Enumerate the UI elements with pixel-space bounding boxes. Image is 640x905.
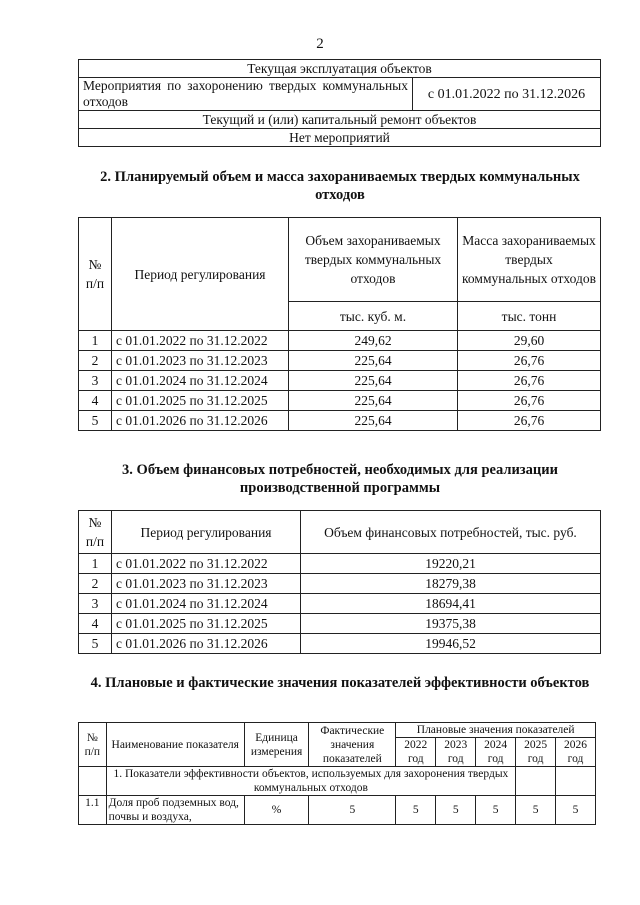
row-value: 19375,38 <box>301 614 601 634</box>
row-num: 4 <box>79 391 112 411</box>
table-row <box>79 351 601 371</box>
header-year: 2023 год <box>436 738 476 767</box>
row-num: 2 <box>79 574 112 594</box>
row-period: с 01.01.2023 по 31.12.2023 <box>112 574 301 594</box>
row-num: 1.1 <box>79 796 107 825</box>
header-num: № п/п <box>79 218 112 331</box>
row-unit: % <box>244 796 308 825</box>
performance-indicators-table <box>78 722 596 825</box>
row-planned-value: 5 <box>476 796 516 825</box>
row-value: 19220,21 <box>301 554 601 574</box>
row-num: 5 <box>79 411 112 431</box>
row-indicator-name: Доля проб подземных вод, почвы и воздуха, <box>106 796 244 825</box>
header-period: Период регулирования <box>112 511 301 554</box>
row-planned-value: 5 <box>516 796 556 825</box>
row-mass: 26,76 <box>458 371 601 391</box>
header-year: 2024 год <box>476 738 516 767</box>
row-num: 4 <box>79 614 112 634</box>
row-period: с 01.01.2025 по 31.12.2025 <box>112 391 289 411</box>
table-row <box>79 554 601 574</box>
header-num: № п/п <box>79 723 107 767</box>
row-period: с 01.01.2023 по 31.12.2023 <box>112 351 289 371</box>
row-num: 3 <box>79 371 112 391</box>
section2-heading: 2. Планируемый объем и масса захораниваемых твердых коммунальных отходов <box>100 169 580 203</box>
row-period: с 01.01.2024 по 31.12.2024 <box>112 371 289 391</box>
row-period: с 01.01.2022 по 31.12.2022 <box>112 554 301 574</box>
table-row <box>79 796 596 825</box>
row-planned-value: 5 <box>556 796 596 825</box>
row-volume: 249,62 <box>289 331 458 351</box>
section3-heading: 3. Объем финансовых потребностей, необходимых для реализации производственной программы <box>122 462 558 496</box>
header-year: 2026 год <box>556 738 596 767</box>
disposal-period-cell: с 01.01.2022 по 31.12.2026 <box>413 78 601 111</box>
row-num: 5 <box>79 634 112 654</box>
table-row <box>79 614 601 634</box>
current-operation-row: Текущая эксплуатация объектов <box>79 60 601 78</box>
row-volume: 225,64 <box>289 371 458 391</box>
header-year: 2025 год <box>516 738 556 767</box>
row-mass: 26,76 <box>458 391 601 411</box>
row-num: 3 <box>79 594 112 614</box>
row-volume: 225,64 <box>289 391 458 411</box>
activities-table <box>78 59 601 147</box>
row-planned-value: 5 <box>396 796 436 825</box>
empty-cell <box>556 767 596 796</box>
page-number: 2 <box>316 36 324 52</box>
repair-row: Текущий и (или) капитальный ремонт объектов <box>79 111 601 129</box>
header-planned: Плановые значения показателей <box>396 723 596 738</box>
header-financial-volume: Объем финансовых потребностей, тыс. руб. <box>301 511 601 554</box>
row-planned-value: 5 <box>436 796 476 825</box>
group-title: 1. Показатели эффективности объектов, используемых для захоронения твердых коммунальных отходов <box>106 767 515 796</box>
row-volume: 225,64 <box>289 411 458 431</box>
table-row <box>79 331 601 351</box>
waste-volume-table <box>78 217 601 431</box>
group-num-cell <box>79 767 107 796</box>
row-actual: 5 <box>309 796 396 825</box>
table-row <box>79 391 601 411</box>
table-row <box>79 411 601 431</box>
empty-cell <box>516 767 556 796</box>
header-num: № п/п <box>79 511 112 554</box>
header-period: Период регулирования <box>112 218 289 331</box>
row-period: с 01.01.2026 по 31.12.2026 <box>112 634 301 654</box>
row-period: с 01.01.2024 по 31.12.2024 <box>112 594 301 614</box>
row-mass: 26,76 <box>458 351 601 371</box>
header-mass: Масса захораниваемых твердых коммунальных отходов <box>458 218 601 302</box>
row-num: 1 <box>79 331 112 351</box>
header-year: 2022 год <box>396 738 436 767</box>
row-value: 18279,38 <box>301 574 601 594</box>
row-period: с 01.01.2025 по 31.12.2025 <box>112 614 301 634</box>
header-mass-unit: тыс. тонн <box>458 302 601 331</box>
disposal-activity-cell: Мероприятия по захоронению твердых коммунальных отходов <box>79 78 413 111</box>
table-row <box>79 634 601 654</box>
row-value: 19946,52 <box>301 634 601 654</box>
header-indicator-name: Наименование показателя <box>106 723 244 767</box>
row-volume: 225,64 <box>289 351 458 371</box>
row-mass: 29,60 <box>458 331 601 351</box>
section4-heading: 4. Плановые и фактические значения показателей эффективности объектов <box>90 675 590 691</box>
no-activities-row: Нет мероприятий <box>79 129 601 147</box>
row-period: с 01.01.2026 по 31.12.2026 <box>112 411 289 431</box>
financial-needs-table <box>78 510 601 654</box>
row-period: с 01.01.2022 по 31.12.2022 <box>112 331 289 351</box>
table-row <box>79 371 601 391</box>
row-num: 2 <box>79 351 112 371</box>
header-actual: Фактические значения показателей <box>309 723 396 767</box>
header-volume: Объем захораниваемых твердых коммунальных отходов <box>289 218 458 302</box>
row-mass: 26,76 <box>458 411 601 431</box>
header-unit: Единица измерения <box>244 723 308 767</box>
table-row <box>79 594 601 614</box>
row-num: 1 <box>79 554 112 574</box>
table-row <box>79 574 601 594</box>
row-value: 18694,41 <box>301 594 601 614</box>
header-volume-unit: тыс. куб. м. <box>289 302 458 331</box>
